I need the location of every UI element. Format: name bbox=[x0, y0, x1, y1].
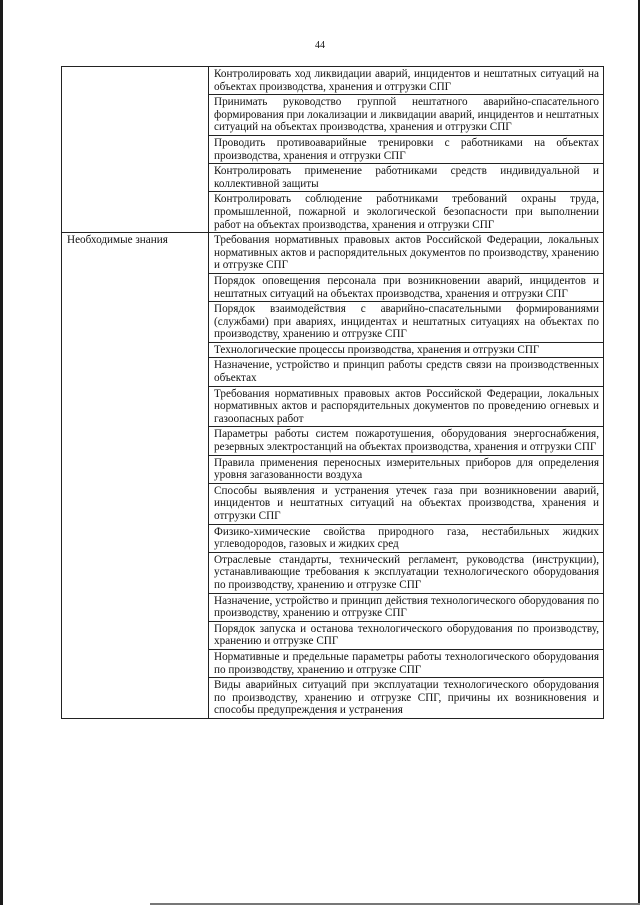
requirement-cell: Принимать руководство группой нештатного аварийно-спасательного формирования при локализации и ликвидации аварий, инцидентов и нештатных ситуаций на объектах производства, хранения и отгрузки СПГ bbox=[209, 95, 604, 136]
knowledge-cell: Порядок запуска и останова технологического оборудования по производству, хранению и отгрузке СПГ bbox=[209, 621, 604, 649]
knowledge-cell: Нормативные и предельные параметры работы технологического оборудования по производству, хранению и отгрузке СПГ bbox=[209, 649, 604, 677]
knowledge-cell: Назначение, устройство и принцип работы средств связи на производственных объектах bbox=[209, 358, 604, 386]
scan-left-edge bbox=[0, 0, 3, 905]
requirement-cell: Контролировать ход ликвидации аварий, инцидентов и нештатных ситуаций на объектах производства, хранения и отгрузки СПГ bbox=[209, 67, 604, 95]
knowledge-cell: Технологические процессы производства, хранения и отгрузки СПГ bbox=[209, 342, 604, 358]
knowledge-cell: Способы выявления и устранения утечек газа при возникновении аварий, инцидентов и нештатных ситуаций на объектах производства, хранения и отгрузки СПГ bbox=[209, 483, 604, 524]
knowledge-cell: Требования нормативных правовых актов Российской Федерации, локальных нормативных актов и распорядительных документов по проведению огневых и газоопасных работ bbox=[209, 386, 604, 427]
knowledge-cell: Назначение, устройство и принцип действия технологического оборудования по производству, хранению и отгрузке СПГ bbox=[209, 593, 604, 621]
table-row bbox=[62, 233, 604, 274]
knowledge-cell: Порядок взаимодействия с аварийно-спасательными формированиями (службами) при авариях, инцидентах и нештатных ситуациях на объектах по производству, хранению и отгрузке СПГ bbox=[209, 302, 604, 343]
table-body bbox=[62, 67, 604, 719]
requirement-cell: Контролировать применение работниками средств индивидуальной и коллективной защиты bbox=[209, 164, 604, 192]
knowledge-cell: Требования нормативных правовых актов Российской Федерации, локальных нормативных актов и распорядительных документов по производству, хранению и отгрузке СПГ bbox=[209, 233, 604, 274]
requirements-table bbox=[61, 66, 604, 719]
knowledge-cell: Параметры работы систем пожаротушения, оборудования энергоснабжения, резервных электростанций на объектах производства, хранения и отгрузки СПГ bbox=[209, 427, 604, 455]
requirement-cell: Проводить противоаварийные тренировки с работниками на объектах производства, хранения и отгрузки СПГ bbox=[209, 135, 604, 163]
empty-label-cell bbox=[62, 67, 209, 233]
requirement-cell: Контролировать соблюдение работниками требований охраны труда, промышленной, пожарной и экологической безопасности при выполнении работ на объектах производства, хранения и отгрузки СПГ bbox=[209, 192, 604, 233]
table-row bbox=[62, 67, 604, 95]
page-number: 44 bbox=[315, 40, 325, 51]
knowledge-cell: Отраслевые стандарты, технический регламент, руководства (инструкции), устанавливающие требования к эксплуатации технологического оборудования по производству, хранению и отгрузке СПГ bbox=[209, 552, 604, 593]
knowledge-label-cell: Необходимые знания bbox=[62, 233, 209, 719]
knowledge-cell: Физико-химические свойства природного газа, нестабильных жидких углеводородов, газовых и жидких сред bbox=[209, 524, 604, 552]
knowledge-cell: Порядок оповещения персонала при возникновении аварий, инцидентов и нештатных ситуаций на объектах производства, хранения и отгрузки СПГ bbox=[209, 273, 604, 301]
knowledge-cell: Правила применения переносных измерительных приборов для определения уровня загазованности воздуха bbox=[209, 455, 604, 483]
knowledge-cell: Виды аварийных ситуаций при эксплуатации технологического оборудования по производству, хранению и отгрузке СПГ, причины их возникновения и способы предупреждения и устранения bbox=[209, 678, 604, 719]
